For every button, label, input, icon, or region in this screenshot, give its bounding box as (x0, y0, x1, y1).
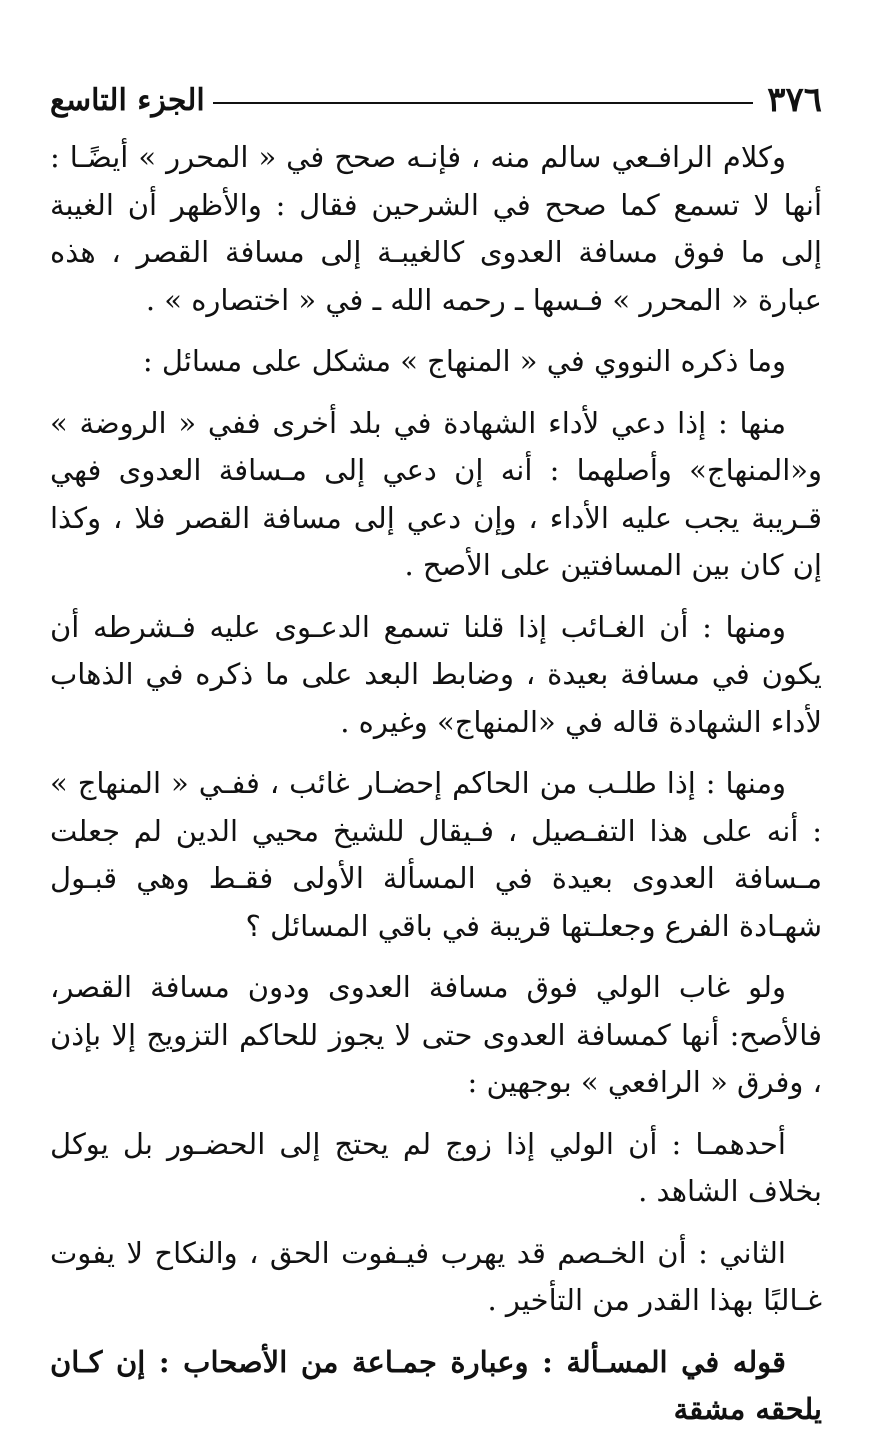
paragraph: ولو غاب الولي فوق مسافة العدوى ودون مسافة القصر، فالأصح: أنها كمسافة العدوى حتى لا يجوز للحاكم التزويج إلا بإذن ، وفرق « الرافعي » بوجهين : (50, 970, 822, 1099)
paragraph: الثاني : أن الخـصم قد يهرب فيـفوت الحق ، والنكاح لا يفوت غـالبًا بهذا القدر من التأخير . (50, 1235, 822, 1317)
body-text (50, 134, 822, 1448)
page-number: ٣٧٦ (767, 80, 822, 120)
page-header (50, 78, 822, 122)
paragraph: وما ذكره النووي في « المنهاج » مشكل على مسائل : (142, 344, 786, 378)
paragraph: ومنها : أن الغـائب إذا قلنا تسمع الدعـوى عليه فـشرطه أن يكون في مسافة بعيدة ، وضابط البعد على ما ذكره في الذهاب لأداء الشهادة قاله في «المنهاج» وغيره . (50, 609, 822, 739)
paragraph: منها : إذا دعي لأداء الشهادة في بلد أخرى ففي « الروضة » و«المنهاج» وأصلهما : أنه إن دعي إلى مـسافة العدوى فهي قـريبة يجب عليه الأداء ، وإن دعي إلى مسافة القصر فلا ، وكذا إن كان بين المسافتين على الأصح . (50, 405, 822, 582)
paragraph: ومنها : إذا طلـب من الحاكم إحضـار غائب ، ففـي « المنهاج » : أنه على هذا التفـصيل ، فـيقال للشيخ محيي الدين لم جعلت مـسافة العدوى بعيدة في المسألة الأولى فقـط وهي قبـول شهـادة الفرع وجعلـتها قريبة في باقي المسائل ؟ (50, 766, 822, 943)
paragraph: وكلام الرافـعي سالم منه ، فإنـه صحح في « المحرر » أيضًـا : أنها لا تسمع كما صحح في الشرحين فقال : والأظهر أن الغيبة إلى ما فوق مسافة العدوى كالغيبـة إلى مسافة القصر ، هذه عبارة « المحرر » فـسها ـ رحمه الله ـ في « اختصاره » . (50, 140, 822, 317)
bold-quote-line: قوله في المسـألة : وعبارة جمـاعة من الأصحاب : إن كـان يلحقه مشقة (50, 1344, 822, 1426)
paragraph: أحدهمـا : أن الولي إذا زوج لم يحتج إلى الحضـور بل يوكل بخلاف الشاهد . (50, 1126, 822, 1208)
header-rule (213, 102, 753, 104)
part-title: الجزء التاسع (50, 82, 205, 118)
